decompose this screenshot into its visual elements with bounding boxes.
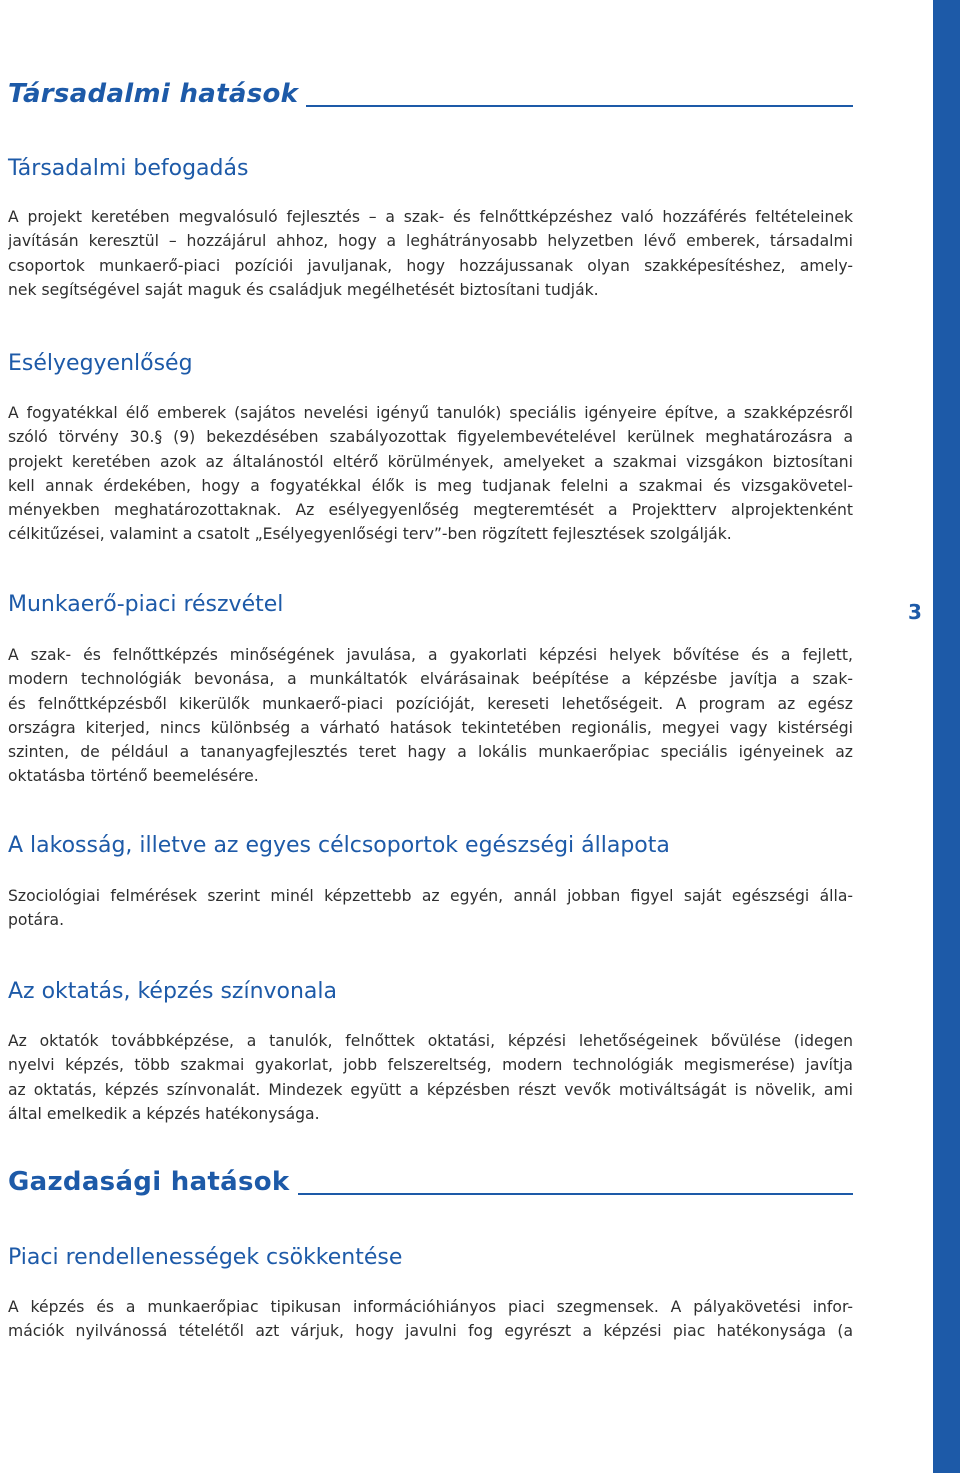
paragraph-line: mációk nyilvánossá tételétől azt várjuk, hogy javulni fog egyrészt a képzési piac hatékonysága (a [8, 1322, 853, 1341]
subheading-oktatas-szinvonala: Az oktatás, képzés színvonala [8, 979, 338, 1004]
paragraph-line: csoportok munkaerő-piaci pozíciói javuljanak, hogy hozzájussanak olyan szakképesítéshez, amely- [8, 256, 853, 275]
section-heading-title: Társadalmi hatások [8, 79, 299, 109]
subheading-piaci-rendellenessegek: Piaci rendellenességek csökkentése [8, 1245, 403, 1270]
section-heading-gazdasagi [8, 1167, 853, 1197]
subheading-egeszsegi-allapot: A lakosság, illetve az egyes célcsoportok egészségi állapota [8, 833, 670, 858]
paragraph-line: A szak- és felnőttképzés minőségének javulása, a gyakorlati képzési helyek bővítése és a fejlett, [8, 646, 853, 664]
paragraph-tarsadalmi-befogadas [8, 205, 853, 302]
paragraph-line: A fogyatékkal élő emberek (sajátos nevelési igényű tanulók) speciális igényeire építve, a szakképzésről [8, 404, 853, 422]
paragraph-munkaero-piaci [8, 643, 853, 789]
paragraph-line: ményekben meghatározottaknak. Az esélyegyenlőség megteremtését a Projektterv alprojektenként [8, 501, 853, 520]
page-number: 3 [908, 600, 922, 624]
subheading-tarsadalmi-befogadas: Társadalmi befogadás [8, 156, 249, 181]
paragraph-piaci-rendellenessegek [8, 1295, 853, 1344]
paragraph-egeszsegi-allapot [8, 884, 853, 933]
paragraph-line: nek segítségével saját maguk és családjuk megélhetését biztosítani tudják. [8, 280, 599, 299]
paragraph-line: projekt keretében azok az általánostól eltérő körülmények, amelyeket a szakmai vizsgákon biztosítani [8, 452, 853, 471]
paragraph-line: A képzés és a munkaerőpiac tipikusan információhiányos piaci szegmensek. A pályakövetési infor- [8, 1298, 853, 1316]
paragraph-line: szinten, de például a tananyagfejlesztés teret hagy a lokális munkaerőpiac speciális igényeinek az [8, 743, 853, 762]
section-heading-title: Gazdasági hatások [8, 1167, 290, 1197]
paragraph-line: országra kiterjed, nincs különbség a várható hatások tekintetében regionális, megyei vagy kistérségi [8, 718, 853, 737]
paragraph-line: A projekt keretében megvalósuló fejlesztés – a szak- és felnőttképzéshez való hozzáférés feltételeinek [8, 208, 853, 226]
section-heading-tarsadalmi [8, 79, 853, 109]
paragraph-line: modern technológiák bevonása, a munkáltatók elvárásainak beépítése a képzésbe javítja a szak- [8, 670, 853, 689]
paragraph-line: és felnőttképzésből kikerülők munkaerő-piaci pozícióját, kereseti lehetőségeit. A program az egész [8, 694, 853, 713]
paragraph-line: potára. [8, 911, 65, 930]
paragraph-oktatas-szinvonala [8, 1029, 853, 1126]
heading-rule [306, 105, 853, 107]
side-color-bar [933, 0, 960, 1473]
paragraph-line: célkitűzései, valamint a csatolt „Esélyegyenlőségi terv”-ben rögzített fejlesztések szolgálják. [8, 525, 732, 544]
paragraph-line: kell annak érdekében, hogy a fogyatékkal élők is meg tudjanak felelni a szakmai és vizsgakövetel- [8, 476, 853, 495]
paragraph-line: nyelvi képzés, több szakmai gyakorlat, jobb felszereltség, modern technológiák megismerése) javítja [8, 1056, 853, 1075]
subheading-eselyegyenloseg: Esélyegyenlőség [8, 351, 193, 376]
paragraph-line: szóló törvény 30.§ (9) bekezdésében szabályozottak figyelembevételével kerülnek meghatározásra a [8, 428, 853, 447]
paragraph-line: Szociológiai felmérések szerint minél képzettebb az egyén, annál jobban figyel saját egészségi álla- [8, 887, 853, 905]
paragraph-line: javításán keresztül – hozzájárul ahhoz, hogy a leghátrányosabb helyzetben lévő emberek, társadalmi [8, 232, 853, 251]
paragraph-eselyegyenloseg [8, 401, 853, 547]
heading-rule [298, 1193, 853, 1195]
subheading-munkaero-piaci: Munkaerő-piaci részvétel [8, 592, 284, 617]
paragraph-line: oktatásba történő beemelésére. [8, 767, 259, 786]
paragraph-line: Az oktatók továbbképzése, a tanulók, felnőttek oktatási, képzési lehetőségeinek bővülése (idegen [8, 1032, 853, 1050]
paragraph-line: által emelkedik a képzés hatékonysága. [8, 1104, 320, 1123]
paragraph-line: az oktatás, képzés színvonalát. Mindezek együtt a képzésben részt vevők motiváltságát is növelik, ami [8, 1080, 853, 1099]
